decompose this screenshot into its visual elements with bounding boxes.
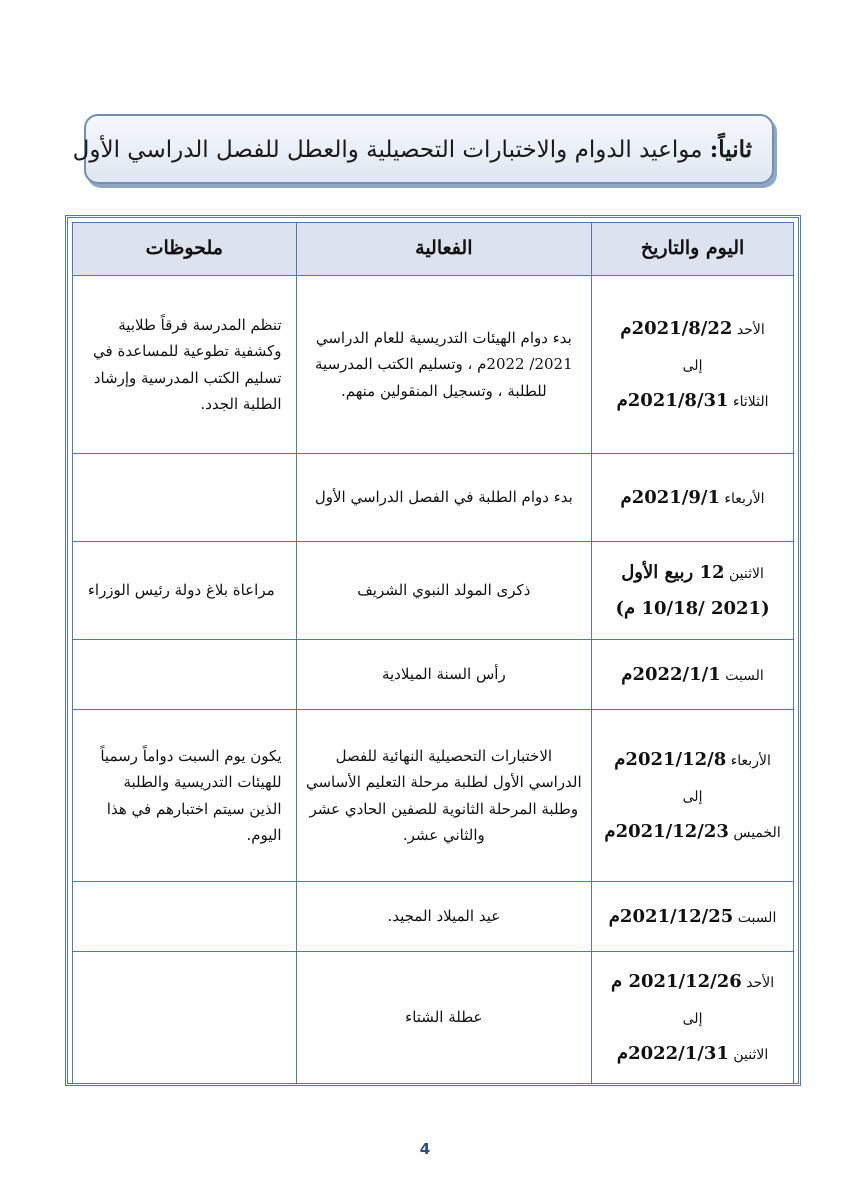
activity-line: عيد الميلاد المجيد.	[387, 907, 501, 926]
table-row	[73, 542, 794, 640]
date-day-label: السبت	[720, 667, 764, 684]
table-header-row	[73, 223, 794, 276]
date-line	[600, 383, 785, 419]
activity-line: رأس السنة الميلادية	[381, 665, 506, 684]
date-value: (2021 /10/18 م)	[615, 597, 770, 619]
activity-line: بدء دوام الطلبة في الفصل الدراسي الأول	[314, 488, 573, 507]
notes-cell	[73, 882, 297, 952]
note-line: تنظم المدرسة فرقاً طلابية	[118, 316, 282, 334]
date-line	[600, 742, 785, 778]
date-line	[600, 899, 785, 935]
date-value: 2021/12/26 م	[611, 970, 742, 992]
note-line: للهيئات التدريسية والطلبة	[123, 773, 282, 792]
activity-cell	[296, 882, 592, 952]
date-value: 12 ربيع الأول	[621, 561, 725, 583]
activity-line: الاختبارات التحصيلية النهائية للفصل	[335, 747, 553, 765]
table-body	[73, 276, 794, 1084]
date-value: 2021/8/31م	[616, 389, 729, 411]
activity-cell	[296, 710, 592, 882]
date-value: 2022/1/1م	[621, 663, 721, 685]
notes-cell	[73, 454, 297, 542]
notes-cell	[73, 710, 297, 882]
table-row	[73, 710, 794, 882]
date-day-label: الاثنين	[728, 1046, 769, 1063]
date-line	[600, 311, 785, 347]
date-day-label: الاثنين	[724, 565, 764, 582]
date-line	[600, 1036, 785, 1072]
date-cell	[592, 640, 794, 710]
activity-cell	[296, 640, 592, 710]
page-number: 4	[419, 1140, 431, 1158]
note-line: يكون يوم السبت دواماً رسمياً	[100, 747, 282, 765]
date-cell	[592, 882, 794, 952]
activity-cell	[296, 454, 592, 542]
date-value: 2021/9/1م	[620, 486, 720, 508]
activity-line: وطلبة المرحلة الثانوية للصفين الحادي عشر	[309, 799, 579, 818]
date-line	[600, 555, 785, 591]
date-day-label: إلى	[682, 357, 703, 374]
date-cell	[592, 952, 794, 1084]
note-line: الطلبة الجدد.	[200, 394, 282, 413]
date-line	[600, 778, 785, 814]
activity-line: الدراسي الأول لطلبة مرحلة التعليم الأساسي	[305, 773, 582, 792]
header-date: اليوم والتاريخ	[592, 223, 794, 276]
notes-cell	[73, 952, 297, 1084]
section-title-text: مواعيد الدوام والاختبارات التحصيلية والعطل للفصل الدراسي الأول	[72, 136, 710, 163]
notes-cell	[73, 542, 297, 640]
activity-line: ذكرى المولد النبوي الشريف	[357, 581, 531, 600]
date-line	[600, 591, 785, 627]
note-line: اليوم.	[246, 825, 282, 844]
note-line: مراعاة بلاغ دولة رئيس الوزراء	[87, 581, 275, 600]
table-row	[73, 276, 794, 454]
date-value: 2021/12/25م	[608, 905, 734, 927]
table-row	[73, 454, 794, 542]
date-cell	[592, 710, 794, 882]
header-notes: ملحوظات	[73, 223, 297, 276]
date-value: 2022/1/31م	[616, 1042, 729, 1064]
table-row	[73, 640, 794, 710]
table-row	[73, 952, 794, 1084]
date-value: 2021/8/22م	[620, 317, 733, 339]
activity-line: عطلة الشتاء	[405, 1008, 483, 1027]
activity-line: بدء دوام الهيئات التدريسية للعام الدراسي	[315, 329, 572, 348]
date-cell	[592, 454, 794, 542]
note-line: وكشفية تطوعية للمساعدة في	[93, 342, 282, 361]
note-line: الذين سيتم اختبارهم في هذا	[106, 799, 282, 818]
date-day-label: الثلاثاء	[728, 393, 769, 410]
section-title	[73, 136, 752, 163]
date-value: 2021/12/8م	[614, 748, 727, 770]
date-line	[600, 814, 785, 850]
date-day-label: السبت	[733, 909, 777, 926]
date-line	[600, 657, 785, 693]
activity-cell	[296, 952, 592, 1084]
date-day-label: الأحد	[741, 974, 775, 991]
date-day-label: الأحد	[732, 321, 765, 338]
date-line	[600, 964, 785, 1000]
date-line	[600, 480, 785, 516]
date-cell	[592, 542, 794, 640]
notes-cell	[73, 276, 297, 454]
activity-line: للطلبة ، وتسجيل المنقولين منهم.	[340, 381, 547, 400]
date-value: 2021/12/23م	[604, 820, 729, 842]
activity-line: 2021/ 2022م ، وتسليم الكتب المدرسية	[315, 355, 573, 374]
schedule-table	[72, 222, 794, 1084]
date-cell	[592, 276, 794, 454]
section-title-box	[72, 114, 774, 184]
note-line: تسليم الكتب المدرسية وإرشاد	[93, 368, 282, 387]
date-day-label: إلى	[682, 1010, 703, 1027]
activity-cell	[296, 276, 592, 454]
date-day-label: الأربعاء	[726, 752, 771, 769]
section-title-prefix: ثانياً:	[709, 135, 752, 163]
date-line	[600, 1000, 785, 1036]
date-day-label: الأربعاء	[719, 490, 765, 507]
date-line	[600, 347, 785, 383]
date-day-label: الخميس	[728, 824, 781, 841]
activity-line: والثاني عشر.	[402, 825, 485, 844]
table-row	[73, 882, 794, 952]
notes-cell	[73, 640, 297, 710]
activity-cell	[296, 542, 592, 640]
date-day-label: إلى	[682, 788, 703, 805]
schedule-table-frame	[65, 215, 801, 1086]
header-activity: الفعالية	[296, 223, 592, 276]
